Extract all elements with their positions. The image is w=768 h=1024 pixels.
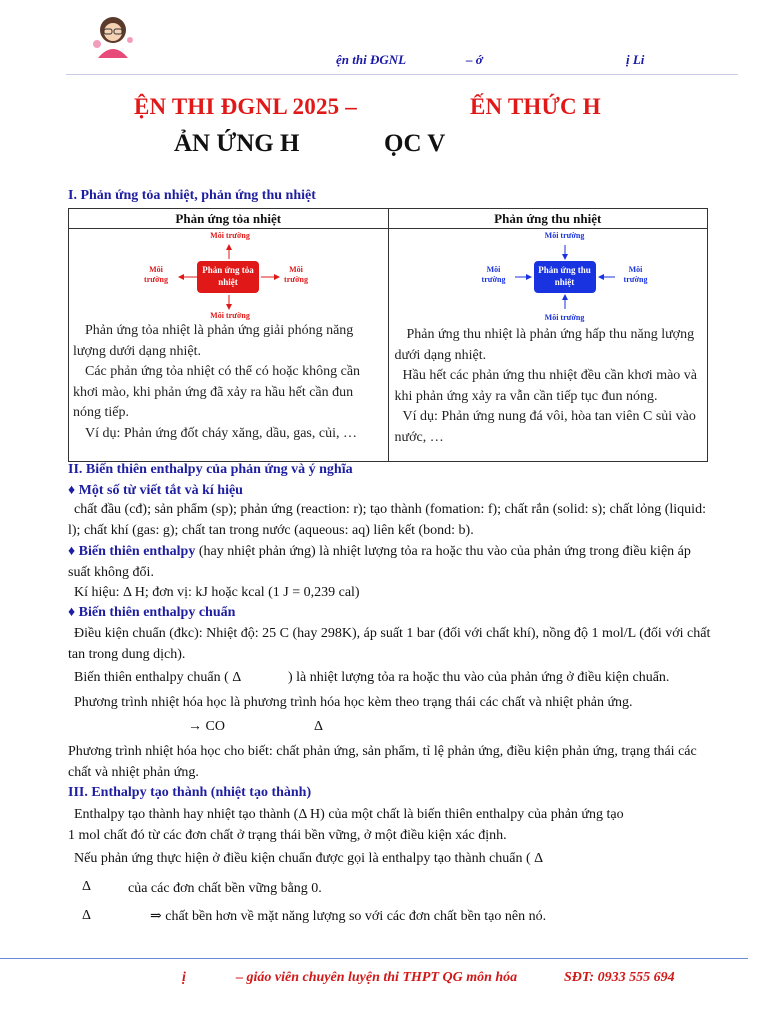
endo-para2: Hầu hết các phản ứng thu nhiệt đều cần khơi mào và khi phản ứng xảy ra vẫn cần tiếp tục đun nóng. <box>394 368 698 404</box>
endo-env-bottom: Môi trường <box>544 313 585 322</box>
endo-env-top: Môi trường <box>544 231 585 240</box>
section2-sub-abbr: ♦ Một số từ viết tắt và kí hiệu <box>68 483 243 498</box>
section3-heading: III. Enthalpy tạo thành (nhiệt tạo thành) <box>68 785 312 800</box>
endo-reaction-box: Phản ứng thu nhiệt <box>534 261 596 293</box>
endo-cell <box>388 229 708 462</box>
page-title-line2-b: ỌC V <box>384 130 446 157</box>
footer-divider <box>0 958 748 959</box>
exo-env-left: Môi trường <box>144 265 168 284</box>
footer-text: – giáo viên chuyên luyện thi THPT QG môn hóa <box>236 970 518 985</box>
standard-def-a: Biến thiên enthalpy chuẩn ( Δ <box>74 670 242 685</box>
bullet1-delta: Δ <box>82 879 92 894</box>
thermo-equation-def: Phương trình nhiệt hóa học là phương trình hóa học kèm theo trạng thái các chất và nhiệt phản ứng. <box>74 695 633 710</box>
endo-para1: Phản ứng thu nhiệt là phản ứng hấp thu năng lượng dưới dạng nhiệt. <box>394 327 695 363</box>
standard-conditions: Điều kiện chuẩn (đkc): Nhiệt độ: 25 C (hay 298K), áp suất 1 bar (đối với chất khí), nồng độ 1 mol/L (đối với chất tan trong dung dịch). <box>68 626 711 662</box>
exo-para1: Phản ứng tỏa nhiệt là phản ứng giải phóng năng lượng dưới dạng nhiệt. <box>73 323 354 359</box>
footer-name: ị <box>182 970 186 985</box>
exo-para2: Các phản ứng tỏa nhiệt có thể có hoặc không cần khơi mào, khi phản ứng đã xảy ra hầu hết cần đun nóng tiếp. <box>73 364 361 420</box>
section2-sub-standard: ♦ Biến thiên enthalpy chuẩn <box>68 605 236 620</box>
bullet2-text: ⇒ chất bền hơn về mặt năng lượng so với các đơn chất bền tạo nên nó. <box>150 909 547 924</box>
endo-para3: Ví dụ: Phản ứng nung đá vôi, hòa tan viên C sủi vào nước, … <box>394 409 696 445</box>
page-title-line1-b: ẾN THỨC H <box>470 94 601 119</box>
comparison-table <box>68 208 708 462</box>
avatar <box>88 10 138 60</box>
header-divider <box>66 74 738 75</box>
section2-heading: II. Biến thiên enthalpy của phản ứng và ý nghĩa <box>68 462 353 477</box>
exo-reaction-box: Phản ứng tỏa nhiệt <box>197 261 259 293</box>
footer-phone: SĐT: 0933 555 694 <box>564 970 675 985</box>
standard-formation: Nếu phản ứng thực hiện ở điều kiện chuẩn được gọi là enthalpy tạo thành chuẩn ( Δ <box>74 851 544 866</box>
page-title-line2-a: ẢN ỨNG H <box>174 130 300 157</box>
col-exo-header: Phản ứng tỏa nhiệt <box>69 209 389 229</box>
header-right: ị Li <box>626 52 645 67</box>
page-title-line1-a: ỆN THI ĐGNL 2025 – <box>134 94 357 119</box>
exo-para3: Ví dụ: Phản ứng đốt cháy xăng, dầu, gas, củi, … <box>85 426 357 441</box>
exo-env-bottom: Môi trường <box>210 311 250 320</box>
symbol-line: Kí hiệu: Δ H; đơn vị: kJ hoặc kcal (1 J = 0,239 cal) <box>74 585 360 600</box>
section2-sub-enthalpy: ♦ Biến thiên enthalpy <box>68 544 196 559</box>
col-endo-header: Phản ứng thu nhiệt <box>388 209 708 229</box>
equation-arrow: → CO <box>188 719 225 734</box>
thermo-info: Phương trình nhiệt hóa học cho biết: chất phản ứng, sản phẩm, tỉ lệ phản ứng, điều kiện phản ứng, trạng thái các chất và nhiệt phản ứng. <box>68 744 697 780</box>
endo-env-right: Môi trường <box>623 265 648 284</box>
section1-heading: I. Phản ứng tỏa nhiệt, phản ứng thu nhiệt <box>68 188 316 203</box>
header-mid: – ớ <box>466 52 483 67</box>
formation-def-l2: 1 mol chất đó từ các đơn chất ở trạng thái bền vững, ở một điều kiện xác định. <box>68 828 507 843</box>
bullet2-delta: Δ <box>82 908 92 923</box>
exo-env-right: Môi trường <box>284 265 308 284</box>
bullet1-text: của các đơn chất bền vững bằng 0. <box>128 881 322 896</box>
endo-env-left: Môi trường <box>481 265 506 284</box>
enthalpy-def <box>68 542 712 583</box>
standard-def-b: ) là nhiệt lượng tỏa ra hoặc thu vào của phản ứng ở điều kiện chuẩn. <box>288 670 670 685</box>
abbr-text: chất đầu (cđ); sản phẩm (sp); phản ứng (reaction: r); tạo thành (fomation: f); chất rắn (solid: s); chất lỏng (liquid: l); chất khí (gas: g); chất tan trong nước (aqueous: aq) liên kết (bond: b). <box>68 502 706 538</box>
equation-delta: Δ <box>314 719 324 734</box>
exo-cell <box>69 229 389 462</box>
header-left: ện thi ĐGNL <box>336 52 407 67</box>
enthalpy-def-rest: (hay nhiệt phản ứng) là nhiệt lượng tỏa ra hoặc thu vào của phản ứng trong điều kiện áp suất không đổi. <box>68 544 691 580</box>
formation-def-l1: Enthalpy tạo thành hay nhiệt tạo thành (Δ H) của một chất là biến thiên enthalpy của phản ứng tạo <box>74 807 624 822</box>
exo-env-top: Môi trường <box>210 231 250 240</box>
